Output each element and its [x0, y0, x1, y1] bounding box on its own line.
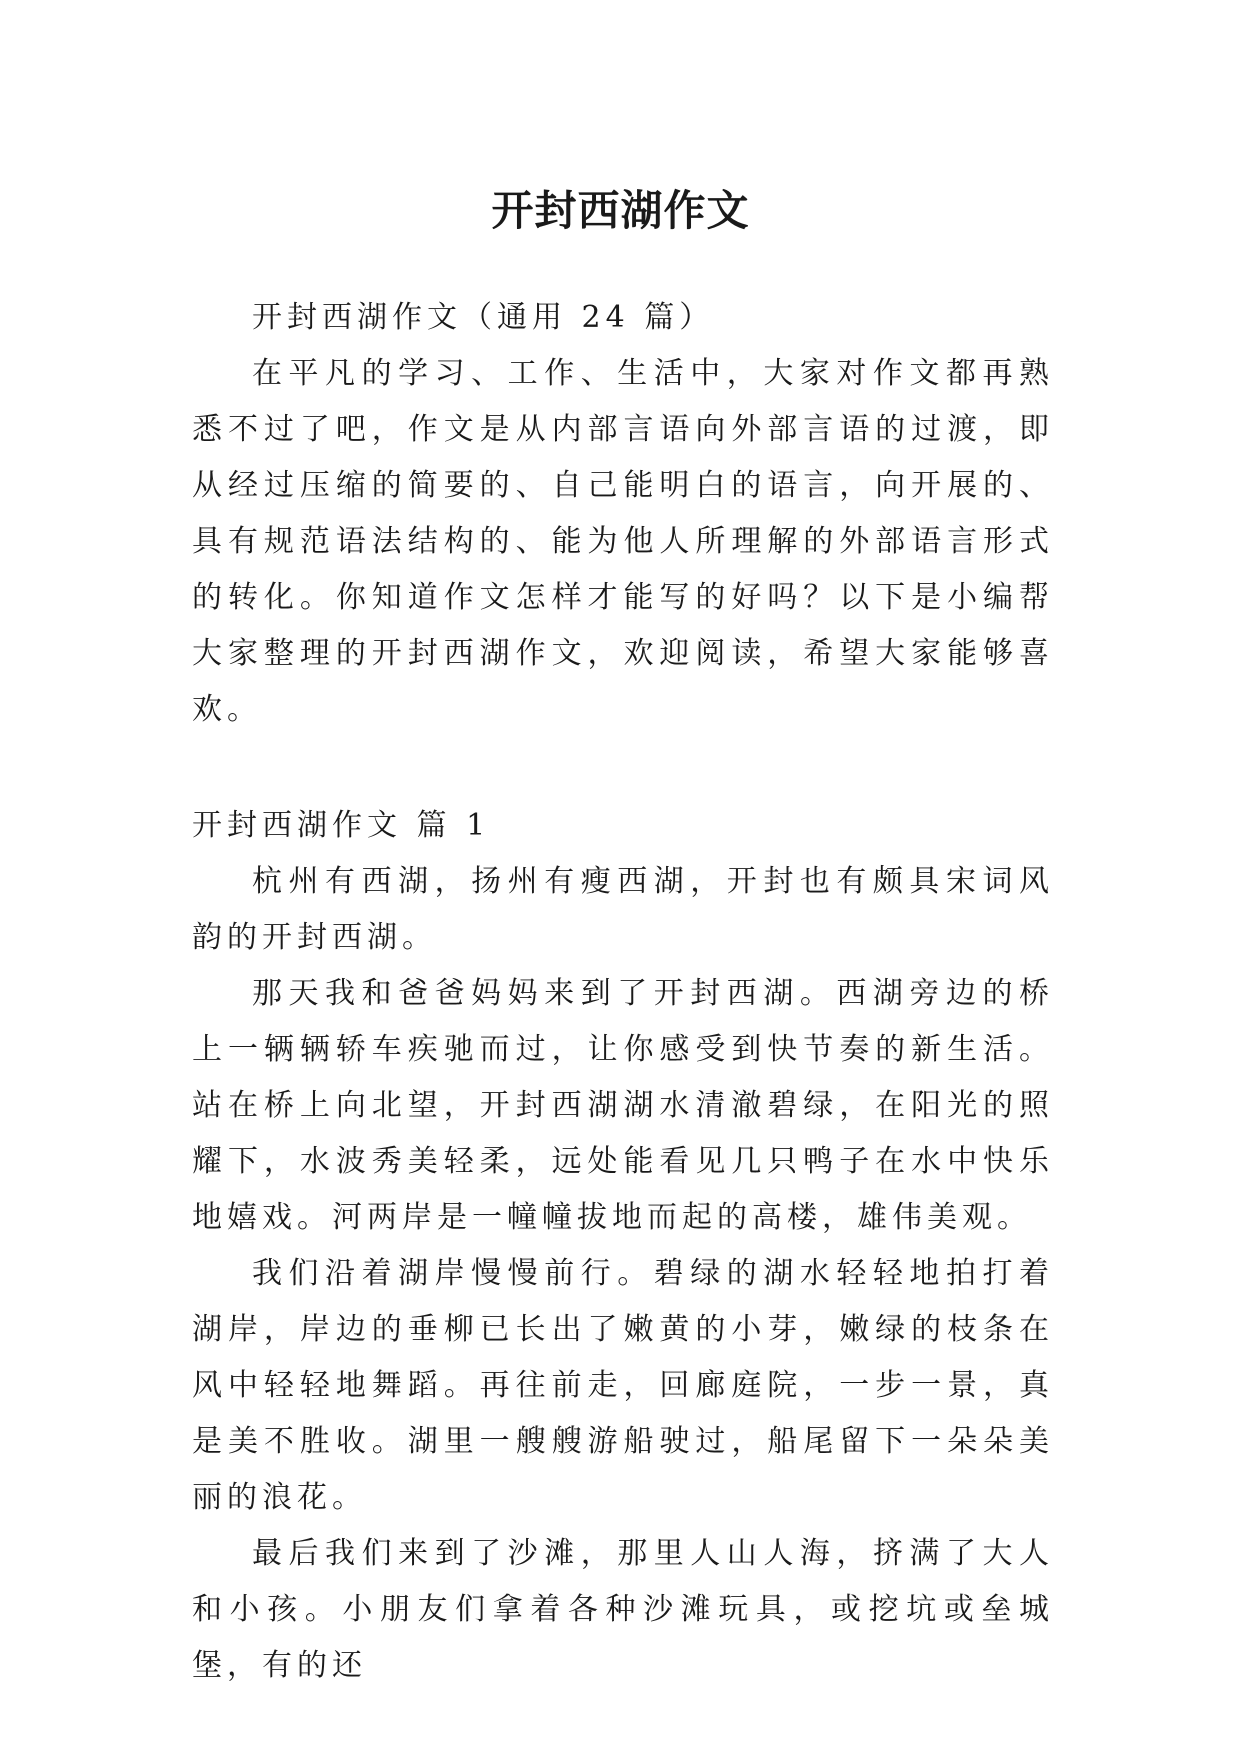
intro-paragraph: 在平凡的学习、工作、生活中，大家对作文都再熟悉不过了吧，作文是从内部言语向外部言语的过渡，即从经过压缩的简要的、自己能明白的语言，向开展的、具有规范语法结构的、能为他人所理解的外部语言形式的转化。你知道作文怎样才能写的好吗？以下是小编帮大家整理的开封西湖作文，欢迎阅读，希望大家能够喜欢。 [192, 356, 1054, 727]
section-heading: 开封西湖作文 篇 1 [192, 808, 491, 843]
body-paragraph-1: 杭州有西湖，扬州有瘦西湖，开封也有颇具宋词风韵的开封西湖。 [192, 864, 1054, 955]
document-body [192, 290, 1054, 1694]
body-paragraph-3: 我们沿着湖岸慢慢前行。碧绿的湖水轻轻地拍打着湖岸，岸边的垂柳已长出了嫩黄的小芽，嫩绿的枝条在风中轻轻地舞蹈。再往前走，回廊庭院，一步一景，真是美不胜收。湖里一艘艘游船驶过，船尾留下一朵朵美丽的浪花。 [192, 1256, 1054, 1515]
document-title: 开封西湖作文 [491, 186, 750, 236]
body-paragraph-2: 那天我和爸爸妈妈来到了开封西湖。西湖旁边的桥上一辆辆轿车疾驰而过，让你感受到快节奏的新生活。站在桥上向北望，开封西湖湖水清澈碧绿，在阳光的照耀下，水波秀美轻柔，远处能看见几只鸭子在水中快乐地嬉戏。河两岸是一幢幢拔地而起的高楼，雄伟美观。 [192, 976, 1054, 1235]
document-subtitle: 开封西湖作文（通用 24 篇） [252, 300, 715, 335]
body-paragraph-4: 最后我们来到了沙滩，那里人山人海，挤满了大人和小孩。小朋友们拿着各种沙滩玩具，或挖坑或垒城堡，有的还 [192, 1536, 1054, 1683]
